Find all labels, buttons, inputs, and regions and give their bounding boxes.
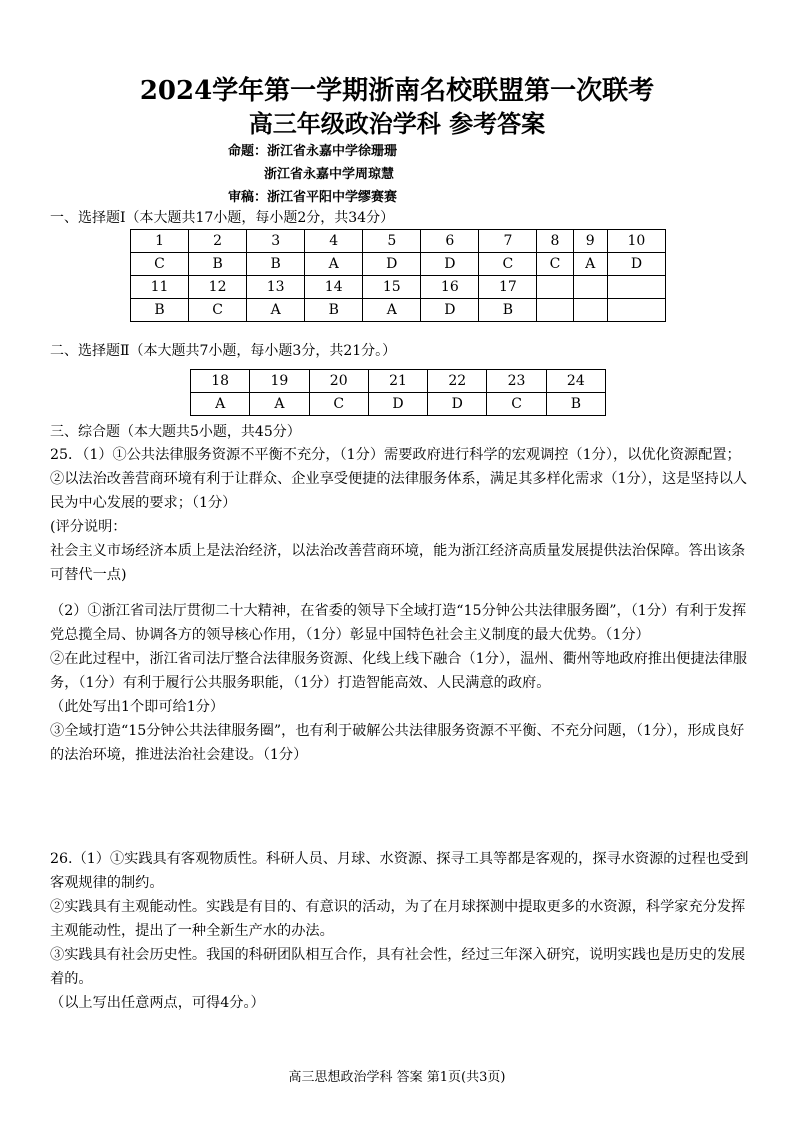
- table-cell: B: [189, 253, 247, 276]
- table-cell: 4: [305, 230, 363, 253]
- table-cell: [537, 299, 573, 322]
- table-cell: 7: [479, 230, 537, 253]
- section3-heading: 三、综合题（本大题共5小题，共45分）: [50, 424, 301, 440]
- question-26-block: [50, 847, 750, 1015]
- table-row: [131, 230, 666, 253]
- page-footer: 高三思想政治学科 答案 第1页(共3页): [288, 1070, 506, 1085]
- table-cell: 24: [546, 370, 605, 393]
- q25-part1-point1: 25．（1）①公共法律服务资源不平衡不充分，（1分）需要政府进行科学的宏观调控（1分），以优化资源配置；: [50, 447, 741, 463]
- table-cell: B: [131, 299, 189, 322]
- section2-heading: 二、选择题Ⅱ（本大题共7小题，每小题3分，共21分。）: [50, 343, 397, 359]
- table-cell: 1: [131, 230, 189, 253]
- table-row: [131, 299, 666, 322]
- table-cell: B: [305, 299, 363, 322]
- q25-part2-note: （此处写出1个即可给1分）: [50, 699, 225, 715]
- table-cell: 14: [305, 276, 363, 299]
- table-cell: 9: [573, 230, 607, 253]
- table-row: [191, 370, 606, 393]
- question-25-block: [50, 443, 750, 767]
- table-cell: 21: [368, 370, 427, 393]
- table-cell: D: [607, 253, 665, 276]
- table-cell: D: [428, 393, 487, 416]
- table-cell: D: [368, 393, 427, 416]
- section1-heading: 一、选择题Ⅰ（本大题共17小题，每小题2分，共34分）: [50, 210, 395, 226]
- table-cell: [573, 276, 607, 299]
- q26-scoring-note: （以上写出任意两点，可得4分。）: [50, 995, 265, 1011]
- page-title: 2024学年第一学期浙南名校联盟第一次联考: [139, 76, 655, 106]
- table-cell: 19: [250, 370, 309, 393]
- table-cell: B: [247, 253, 305, 276]
- table-cell: 2: [189, 230, 247, 253]
- table-cell: D: [421, 253, 479, 276]
- table-cell: A: [305, 253, 363, 276]
- table-cell: 23: [487, 370, 546, 393]
- q25-part2-point1: （2）①浙江省司法厅贯彻二十大精神，在省委的领导下全域打造“15分钟公共法律服务圈”，（1分）有利于发挥党总揽全局、协调各方的领导核心作用，（1分）彰显中国特色社会主义制度的最大优势。（1分）: [50, 603, 747, 643]
- q25-part2-point2: ②在此过程中，浙江省司法厅整合法律服务资源、化线上线下融合（1分），温州、衢州等地政府推出便捷法律服务，（1分）有利于履行公共服务职能，（1分）打造智能高效、人民满意的政府。: [50, 651, 748, 691]
- table-row: [131, 276, 666, 299]
- table-cell: 20: [309, 370, 368, 393]
- table-cell: 3: [247, 230, 305, 253]
- table-row: [191, 393, 606, 416]
- table-cell: 16: [421, 276, 479, 299]
- table-cell: 15: [363, 276, 421, 299]
- table-cell: A: [191, 393, 250, 416]
- table-cell: A: [247, 299, 305, 322]
- table-cell: A: [363, 299, 421, 322]
- q25-part1-point2: ②以法治改善营商环境有利于让群众、企业享受便捷的法律服务体系，满足其多样化需求（1分），这是坚持以人民为中心发展的要求；（1分）: [50, 471, 748, 511]
- table-cell: 10: [607, 230, 665, 253]
- table-cell: 6: [421, 230, 479, 253]
- section1-answer-table: [130, 229, 666, 322]
- credit-setter-2: 浙江省永嘉中学周琼慧: [264, 167, 395, 182]
- table-cell: C: [131, 253, 189, 276]
- table-cell: D: [363, 253, 421, 276]
- table-cell: A: [250, 393, 309, 416]
- table-cell: C: [309, 393, 368, 416]
- q25-scoring-note: 社会主义市场经济本质上是法治经济，以法治改善营商环境，能为浙江经济高质量发展提供法治保障。答出该条可替代一点): [50, 543, 746, 583]
- table-cell: C: [189, 299, 247, 322]
- table-cell: 22: [428, 370, 487, 393]
- q25-part2-point3: ③全域打造“15分钟公共法律服务圈”，也有利于破解公共法律服务资源不平衡、不充分问题，（1分），形成良好的法治环境，推进法治社会建设。（1分）: [50, 723, 745, 763]
- table-cell: [607, 299, 665, 322]
- table-cell: 8: [537, 230, 573, 253]
- table-cell: D: [421, 299, 479, 322]
- table-row: [131, 253, 666, 276]
- table-cell: C: [479, 253, 537, 276]
- q26-point3: ③实践具有社会历史性。我国的科研团队相互合作，具有社会性，经过三年深入研究，说明实践也是历史的发展着的。: [50, 947, 746, 987]
- q26-point2: ②实践具有主观能动性。实践是有目的、有意识的活动，为了在月球探测中提取更多的水资源，科学家充分发挥主观能动性，提出了一种全新生产水的办法。: [50, 899, 746, 939]
- table-cell: [573, 299, 607, 322]
- table-cell: 18: [191, 370, 250, 393]
- credit-reviewer: 审稿：浙江省平阳中学缪赛赛: [228, 190, 398, 205]
- table-cell: A: [573, 253, 607, 276]
- table-cell: 17: [479, 276, 537, 299]
- table-cell: B: [479, 299, 537, 322]
- table-cell: 13: [247, 276, 305, 299]
- table-cell: 11: [131, 276, 189, 299]
- table-cell: 5: [363, 230, 421, 253]
- page-subtitle: 高三年级政治学科 参考答案: [248, 109, 546, 138]
- q25-scoring-note-label: (评分说明：: [50, 519, 127, 535]
- table-cell: [607, 276, 665, 299]
- table-cell: [537, 276, 573, 299]
- section2-answer-table: [190, 369, 606, 416]
- table-cell: B: [546, 393, 605, 416]
- table-cell: C: [487, 393, 546, 416]
- table-cell: 12: [189, 276, 247, 299]
- table-cell: C: [537, 253, 573, 276]
- credit-setter: 命题：浙江省永嘉中学徐珊珊: [228, 144, 398, 159]
- q26-point1: 26.（1）①实践具有客观物质性。科研人员、月球、水资源、探寻工具等都是客观的，探寻水资源的过程也受到客观规律的制约。: [50, 851, 749, 891]
